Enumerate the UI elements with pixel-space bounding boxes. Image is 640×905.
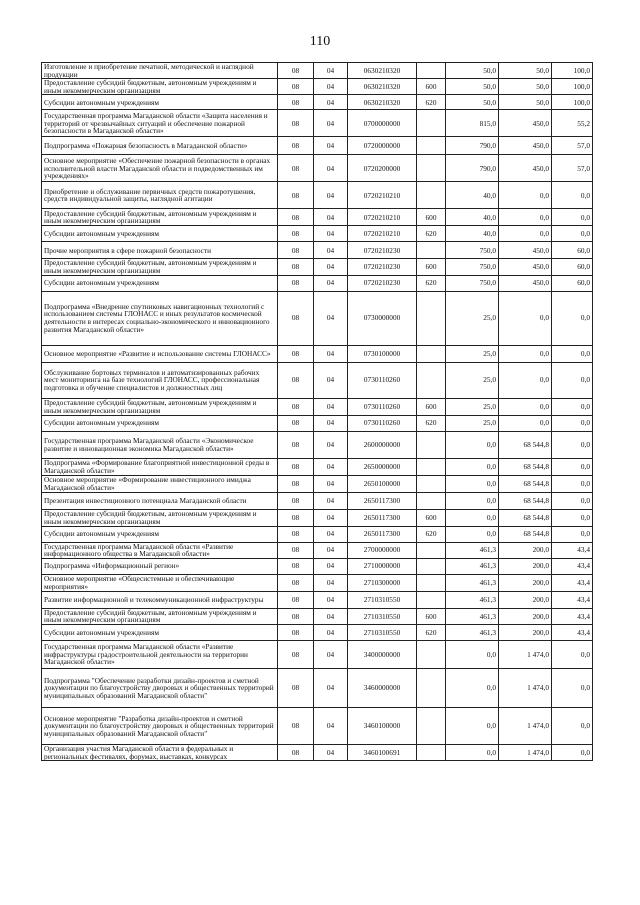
cell-csr: 0630210320 [348,79,417,95]
cell-vr [417,362,446,398]
cell-pr: 04 [314,608,348,624]
cell-rz: 08 [278,95,314,110]
cell-pr: 04 [314,591,348,608]
cell-name: Приобретение и обслуживание первичных средств пожаротушения, средств индивидуальной защиты, наглядной агитации [42,182,278,209]
cell-rz: 08 [278,640,314,668]
table-row [42,558,593,574]
cell-s3: 0,0 [552,640,593,668]
table-row [42,475,593,492]
cell-pr: 04 [314,574,348,591]
cell-s3: 0,0 [552,475,593,492]
table-row [42,526,593,542]
cell-vr [417,574,446,591]
cell-s2: 1 474,0 [499,668,552,707]
cell-csr: 2700000000 [348,542,417,558]
cell-s2: 200,0 [499,624,552,640]
cell-s3: 43,4 [552,542,593,558]
cell-s1: 461,3 [446,574,499,591]
cell-s1: 50,0 [446,79,499,95]
cell-s1: 0,0 [446,707,499,744]
cell-s1: 750,0 [446,275,499,291]
cell-s1: 40,0 [446,226,499,242]
cell-name: Субсидии автономным учреждениям [42,415,278,431]
cell-s2: 450,0 [499,275,552,291]
cell-rz: 08 [278,591,314,608]
cell-pr: 04 [314,362,348,398]
table-row [42,110,593,137]
table-row [42,242,593,259]
cell-rz: 08 [278,458,314,475]
cell-rz: 08 [278,182,314,209]
table-row [42,259,593,275]
cell-s3: 60,0 [552,259,593,275]
table-row [42,79,593,95]
cell-vr [417,640,446,668]
cell-name: Подпрограмма «Пожарная безопасность в Магаданской области» [42,137,278,155]
cell-s2: 50,0 [499,63,552,79]
cell-csr: 0730100000 [348,345,417,362]
cell-s3: 0,0 [552,707,593,744]
cell-pr: 04 [314,415,348,431]
cell-name: Подпрограмма «Информационный регион» [42,558,278,574]
cell-s2: 450,0 [499,259,552,275]
cell-s1: 0,0 [446,526,499,542]
cell-vr [417,242,446,259]
table-row [42,608,593,624]
cell-rz: 08 [278,475,314,492]
cell-csr: 2650117300 [348,526,417,542]
cell-s3: 100,0 [552,79,593,95]
cell-vr: 620 [417,275,446,291]
cell-csr: 2710000000 [348,558,417,574]
cell-s3: 0,0 [552,362,593,398]
cell-s2: 68 544,8 [499,526,552,542]
table-row [42,509,593,526]
cell-name: Подпрограмма «Внедрение спутниковых навигационных технологий с использованием системы ГЛОНАСС и иных результатов космической деятельности в интересах социально-экономического и инновационного развития Магаданской области» [42,291,278,345]
cell-name: Основное мероприятие «Общесистемные и обеспечивающие мероприятия» [42,574,278,591]
cell-s1: 461,3 [446,542,499,558]
cell-vr [417,744,446,760]
cell-rz: 08 [278,137,314,155]
cell-csr: 3400000000 [348,640,417,668]
cell-name: Предоставление субсидий бюджетным, автономным учреждениям и иным некоммерческим организациям [42,259,278,275]
cell-s2: 68 544,8 [499,492,552,509]
cell-s1: 25,0 [446,415,499,431]
cell-s2: 68 544,8 [499,509,552,526]
cell-s1: 815,0 [446,110,499,137]
cell-pr: 04 [314,259,348,275]
cell-s2: 200,0 [499,591,552,608]
cell-pr: 04 [314,226,348,242]
cell-rz: 08 [278,226,314,242]
table-row [42,415,593,431]
cell-rz: 08 [278,542,314,558]
cell-name: Государственная программа Магаданской области «Развитие инфраструктуры градостроительной деятельности на территории Магаданской области» [42,640,278,668]
cell-pr: 04 [314,291,348,345]
cell-csr: 2710300000 [348,574,417,591]
cell-pr: 04 [314,209,348,226]
cell-rz: 08 [278,668,314,707]
cell-rz: 08 [278,259,314,275]
cell-csr: 2710310550 [348,608,417,624]
cell-rz: 08 [278,398,314,415]
table-row [42,362,593,398]
cell-csr: 0720000000 [348,137,417,155]
cell-s3: 0,0 [552,458,593,475]
cell-csr: 0730110260 [348,398,417,415]
table-row [42,275,593,291]
cell-vr: 620 [417,95,446,110]
cell-name: Основное мероприятие "Разработка дизайн-проектов и сметной документации по благоустройству дворовых и общественных территорий муниципальных образований Магаданской области" [42,707,278,744]
cell-vr: 600 [417,398,446,415]
cell-s3: 0,0 [552,744,593,760]
cell-name: Прочие мероприятия в сфере пожарной безопасности [42,242,278,259]
cell-s3: 0,0 [552,526,593,542]
cell-rz: 08 [278,155,314,182]
cell-vr [417,542,446,558]
cell-s2: 1 474,0 [499,744,552,760]
cell-rz: 08 [278,492,314,509]
cell-pr: 04 [314,558,348,574]
cell-s1: 25,0 [446,362,499,398]
cell-s3: 43,4 [552,608,593,624]
table-row [42,398,593,415]
cell-s2: 0,0 [499,345,552,362]
cell-name: Предоставление субсидий бюджетным, автономным учреждениям и иным некоммерческим организациям [42,79,278,95]
cell-s3: 0,0 [552,291,593,345]
cell-pr: 04 [314,640,348,668]
cell-rz: 08 [278,744,314,760]
cell-s3: 60,0 [552,242,593,259]
cell-name: Презентация инвестиционного потенциала Магаданской области [42,492,278,509]
cell-s2: 1 474,0 [499,707,552,744]
cell-name: Предоставление субсидий бюджетным, автономным учреждениям и иным некоммерческим организациям [42,398,278,415]
cell-pr: 04 [314,475,348,492]
cell-s2: 450,0 [499,110,552,137]
cell-s1: 461,3 [446,624,499,640]
cell-s2: 450,0 [499,137,552,155]
cell-name: Субсидии автономным учреждениям [42,226,278,242]
table-row [42,226,593,242]
cell-rz: 08 [278,608,314,624]
cell-s2: 450,0 [499,155,552,182]
cell-name: Субсидии автономным учреждениям [42,624,278,640]
cell-pr: 04 [314,431,348,458]
page-number: 110 [309,34,331,49]
cell-name: Обслуживание бортовых терминалов и автоматизированных рабочих мест мониторинга на базе технологий ГЛОНАСС, профессиональная подготовка и обучение специалистов и должностных лиц [42,362,278,398]
cell-name: Предоставление субсидий бюджетным, автономным учреждениям и иным некоммерческим организациям [42,608,278,624]
cell-s1: 25,0 [446,345,499,362]
cell-rz: 08 [278,509,314,526]
cell-s1: 0,0 [446,640,499,668]
cell-s3: 43,4 [552,574,593,591]
budget-table [41,62,593,761]
cell-vr [417,558,446,574]
cell-rz: 08 [278,275,314,291]
table-row [42,155,593,182]
cell-s2: 200,0 [499,542,552,558]
cell-rz: 08 [278,526,314,542]
cell-csr: 3460000000 [348,668,417,707]
cell-pr: 04 [314,63,348,79]
table-row [42,744,593,760]
cell-vr: 600 [417,259,446,275]
cell-name: Изготовление и приобретение печатной, методической и наглядной продукции [42,63,278,79]
cell-s3: 43,4 [552,591,593,608]
cell-s2: 200,0 [499,558,552,574]
cell-s2: 200,0 [499,574,552,591]
cell-csr: 0720210210 [348,209,417,226]
cell-vr [417,137,446,155]
cell-name: Предоставление субсидий бюджетным, автономным учреждениям и иным некоммерческим организациям [42,509,278,526]
cell-s1: 0,0 [446,509,499,526]
cell-s1: 750,0 [446,259,499,275]
cell-csr: 0730110260 [348,415,417,431]
cell-s3: 100,0 [552,95,593,110]
cell-name: Государственная программа Магаданской области «Экономическое развитие и инновационная экономика Магаданской области» [42,431,278,458]
cell-vr: 620 [417,624,446,640]
cell-pr: 04 [314,95,348,110]
cell-s2: 68 544,8 [499,458,552,475]
cell-name: Организация участия Магаданской области в федеральных и региональных фестивалях, форумах, выставках, конкурсах [42,744,278,760]
cell-pr: 04 [314,492,348,509]
cell-name: Основное мероприятие «Развитие и использование системы ГЛОНАСС» [42,345,278,362]
table-row [42,591,593,608]
cell-vr [417,345,446,362]
cell-s3: 0,0 [552,226,593,242]
cell-s3: 43,4 [552,624,593,640]
cell-s3: 0,0 [552,509,593,526]
cell-csr: 0720210230 [348,259,417,275]
table-row [42,574,593,591]
cell-pr: 04 [314,458,348,475]
cell-s3: 0,0 [552,345,593,362]
cell-vr [417,182,446,209]
cell-s3: 0,0 [552,398,593,415]
cell-vr [417,431,446,458]
cell-pr: 04 [314,707,348,744]
cell-vr: 600 [417,509,446,526]
cell-s1: 40,0 [446,209,499,226]
table-row [42,209,593,226]
cell-s3: 57,0 [552,155,593,182]
cell-vr: 620 [417,526,446,542]
cell-vr [417,291,446,345]
cell-s1: 25,0 [446,398,499,415]
cell-csr: 0720210230 [348,275,417,291]
cell-csr: 0630210320 [348,95,417,110]
table-row [42,668,593,707]
cell-rz: 08 [278,707,314,744]
table-row [42,707,593,744]
cell-s1: 790,0 [446,137,499,155]
table-row [42,542,593,558]
cell-s2: 0,0 [499,209,552,226]
table-row [42,492,593,509]
cell-csr: 2600000000 [348,431,417,458]
cell-pr: 04 [314,110,348,137]
table-row [42,624,593,640]
cell-s1: 40,0 [446,182,499,209]
cell-s1: 790,0 [446,155,499,182]
cell-name: Государственная программа Магаданской области «Защита населения и территорий от чрезвычайных ситуаций и обеспечение пожарной безопасности в Магаданской области» [42,110,278,137]
cell-csr: 2710310550 [348,591,417,608]
cell-csr: 0720210210 [348,226,417,242]
cell-rz: 08 [278,415,314,431]
table-row [42,63,593,79]
cell-vr [417,492,446,509]
cell-vr [417,475,446,492]
cell-rz: 08 [278,362,314,398]
cell-s1: 461,3 [446,608,499,624]
cell-vr [417,110,446,137]
cell-csr: 0720210210 [348,182,417,209]
cell-name: Субсидии автономным учреждениям [42,275,278,291]
cell-name: Основное мероприятие «Обеспечение пожарной безопасности в органах исполнительной власти Магаданской области и подведомственных им учреждениях» [42,155,278,182]
cell-name: Предоставление субсидий бюджетным, автономным учреждениям и иным некоммерческим организациям [42,209,278,226]
cell-vr: 600 [417,608,446,624]
cell-pr: 04 [314,242,348,259]
cell-s1: 50,0 [446,63,499,79]
cell-s2: 0,0 [499,415,552,431]
cell-pr: 04 [314,624,348,640]
cell-s3: 0,0 [552,668,593,707]
cell-vr: 620 [417,226,446,242]
cell-s3: 100,0 [552,63,593,79]
table-row [42,137,593,155]
cell-s1: 0,0 [446,668,499,707]
cell-s1: 0,0 [446,744,499,760]
cell-rz: 08 [278,574,314,591]
cell-pr: 04 [314,182,348,209]
cell-vr: 600 [417,209,446,226]
cell-csr: 3460100000 [348,707,417,744]
cell-vr [417,668,446,707]
cell-s1: 50,0 [446,95,499,110]
cell-pr: 04 [314,744,348,760]
cell-s1: 461,3 [446,591,499,608]
cell-s3: 55,2 [552,110,593,137]
table-row [42,458,593,475]
cell-rz: 08 [278,345,314,362]
cell-s2: 450,0 [499,242,552,259]
cell-vr: 620 [417,415,446,431]
cell-name: Основное мероприятие «Формирование инвестиционного имиджа Магаданской области» [42,475,278,492]
cell-s2: 0,0 [499,398,552,415]
cell-s3: 43,4 [552,558,593,574]
cell-name: Субсидии автономным учреждениям [42,95,278,110]
cell-pr: 04 [314,526,348,542]
cell-s1: 0,0 [446,492,499,509]
cell-csr: 0720210230 [348,242,417,259]
cell-csr: 0720200000 [348,155,417,182]
cell-s1: 25,0 [446,291,499,345]
cell-vr [417,591,446,608]
cell-pr: 04 [314,542,348,558]
cell-rz: 08 [278,79,314,95]
cell-s1: 0,0 [446,475,499,492]
cell-vr [417,63,446,79]
cell-csr: 0630210320 [348,63,417,79]
cell-rz: 08 [278,110,314,137]
cell-s1: 750,0 [446,242,499,259]
cell-rz: 08 [278,209,314,226]
cell-pr: 04 [314,668,348,707]
cell-s2: 0,0 [499,362,552,398]
table-row [42,640,593,668]
cell-s2: 0,0 [499,182,552,209]
cell-csr: 0700000000 [348,110,417,137]
cell-s1: 461,3 [446,558,499,574]
cell-s2: 50,0 [499,95,552,110]
cell-pr: 04 [314,345,348,362]
cell-pr: 04 [314,79,348,95]
cell-name: Государственная программа Магаданской области «Развитие информационного общества в Магаданской области» [42,542,278,558]
cell-s3: 0,0 [552,182,593,209]
cell-rz: 08 [278,558,314,574]
cell-s3: 57,0 [552,137,593,155]
cell-pr: 04 [314,137,348,155]
cell-pr: 04 [314,398,348,415]
cell-s3: 0,0 [552,431,593,458]
table-row [42,345,593,362]
table-row [42,431,593,458]
cell-csr: 3460100691 [348,744,417,760]
cell-vr: 600 [417,79,446,95]
cell-rz: 08 [278,242,314,259]
cell-s2: 0,0 [499,291,552,345]
cell-csr: 2650000000 [348,458,417,475]
cell-rz: 08 [278,63,314,79]
cell-s1: 0,0 [446,458,499,475]
cell-csr: 2650117300 [348,509,417,526]
cell-s2: 0,0 [499,226,552,242]
cell-s3: 0,0 [552,209,593,226]
cell-rz: 08 [278,291,314,345]
cell-vr [417,707,446,744]
cell-s2: 200,0 [499,608,552,624]
cell-s3: 60,0 [552,275,593,291]
cell-csr: 2650100000 [348,475,417,492]
table-row [42,291,593,345]
cell-name: Подпрограмма «Формирование благоприятной инвестиционной среды в Магаданской области» [42,458,278,475]
cell-s1: 0,0 [446,431,499,458]
cell-vr [417,458,446,475]
table-row [42,95,593,110]
cell-pr: 04 [314,155,348,182]
cell-vr [417,155,446,182]
cell-s3: 0,0 [552,415,593,431]
cell-s2: 68 544,8 [499,431,552,458]
cell-s2: 1 474,0 [499,640,552,668]
cell-s2: 68 544,8 [499,475,552,492]
table-row [42,182,593,209]
cell-pr: 04 [314,275,348,291]
cell-rz: 08 [278,624,314,640]
cell-name: Развитие информационной и телекоммуникационной инфраструктуры [42,591,278,608]
cell-s3: 0,0 [552,492,593,509]
cell-name: Субсидии автономным учреждениям [42,526,278,542]
cell-name: Подпрограмма "Обеспечение разработки дизайн-проектов и сметной документации по благоустройству дворовых и общественных территорий муниципальных образований Магаданской области" [42,668,278,707]
cell-rz: 08 [278,431,314,458]
cell-s2: 50,0 [499,79,552,95]
cell-pr: 04 [314,509,348,526]
cell-csr: 2650117300 [348,492,417,509]
cell-csr: 0730110260 [348,362,417,398]
cell-csr: 0730000000 [348,291,417,345]
cell-csr: 2710310550 [348,624,417,640]
